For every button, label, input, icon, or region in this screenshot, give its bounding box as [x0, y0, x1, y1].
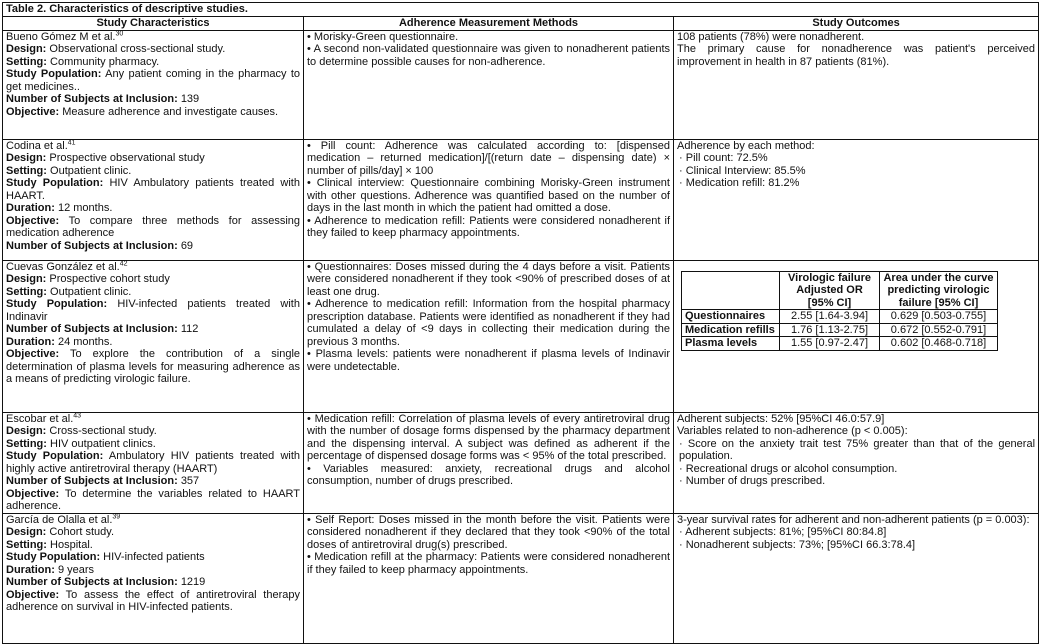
- characteristics-table: [2, 2, 1039, 644]
- study-field: [6, 576, 300, 589]
- study-field: [6, 215, 300, 240]
- outcome-item: · Number of drugs prescribed.: [677, 475, 1035, 488]
- field-value: 12 months.: [57, 202, 113, 214]
- field-label: Setting:: [6, 55, 47, 68]
- field-value: 357: [180, 475, 200, 487]
- subtable-row: [682, 323, 998, 337]
- table-row: [3, 513, 1039, 643]
- subtable-row-label: Questionnaires: [682, 310, 780, 324]
- outcome-item: · Nonadherent subjects: 73%; [95%CI 66.3:78.4]: [677, 539, 1035, 552]
- method-item: • Pill count: Adherence was calculated according to: [dispensed medication – returned medication]/[(return date – dispensing date) × number of pills/day] × 100: [307, 139, 670, 177]
- outcome-text: 108 patients (78%) were nonadherent.: [677, 30, 865, 43]
- study-field: [6, 323, 300, 336]
- reference-number: 39: [112, 512, 121, 520]
- field-value: To explore the contribution of a single determination of plasma levels for measuring adherence as a means of predicting virologic failure.: [6, 348, 300, 385]
- study-field: [6, 152, 300, 165]
- subtable-header: [682, 271, 998, 310]
- field-label: Objective:: [6, 105, 60, 118]
- study-name: [6, 514, 300, 527]
- field-value: Prospective cohort study: [49, 273, 170, 285]
- study-field: [6, 106, 300, 119]
- field-label: Number of Subjects at Inclusion:: [6, 576, 178, 588]
- study-name: [6, 261, 300, 274]
- field-value: HIV Ambulatory patients treated with HAART.: [6, 177, 300, 202]
- study-characteristics-cell: [3, 260, 304, 412]
- field-value: Outpatient clinic.: [50, 285, 132, 298]
- reference-number: 42: [119, 259, 128, 267]
- study-author: Cuevas González et al.: [6, 260, 120, 273]
- study-field: [6, 165, 300, 178]
- field-label: Design:: [6, 273, 47, 285]
- method-item: • Self Report: Doses missed in the month before the visit. Patients were considered nonadherent if they declared that they took <90% of the total doses of antiretroviral drug(s) prescribed.: [307, 513, 670, 551]
- header-outcomes: Study Outcomes: [674, 17, 1039, 31]
- study-field: [6, 539, 300, 552]
- field-value: Cross-sectional study.: [49, 425, 157, 437]
- field-label: Number of Subjects at Inclusion:: [6, 475, 178, 487]
- subtable-column-header: Area under the curve predicting virologic failure [95% CI]: [880, 271, 998, 310]
- study-field: [6, 202, 300, 215]
- outcomes-cell: [674, 260, 1039, 412]
- method-item: • Clinical interview: Questionnaire combining Morisky-Green instrument with other questions. Adherence was quantified based on the number of days in the last month in which the patient had omitted a dose.: [307, 177, 670, 214]
- methods-cell: [304, 260, 674, 412]
- field-label: Objective:: [6, 487, 60, 500]
- subtable-row-label: Plasma levels: [682, 337, 780, 351]
- field-value: To compare three methods for assessing medication adherence: [6, 214, 300, 239]
- study-field: [6, 336, 300, 349]
- outcome-text: Adherent subjects: 52% [95%CI 46.0:57.9]: [677, 412, 885, 425]
- study-characteristics-cell: [3, 139, 304, 260]
- outcome-text: Adherence by each method:: [677, 139, 815, 152]
- methods-cell: [304, 139, 674, 260]
- methods-cell: [304, 30, 674, 139]
- field-value: Prospective observational study: [49, 152, 205, 164]
- study-field: [6, 589, 300, 614]
- study-field: [6, 348, 300, 386]
- field-value: Ambulatory HIV patients treated with highly active antiretroviral therapy (HAART): [6, 450, 301, 475]
- field-label: Design:: [6, 425, 47, 437]
- table-row: [3, 139, 1039, 260]
- outcome-item: · Medication refill: 81.2%: [677, 177, 1035, 190]
- methods-cell: [304, 513, 674, 643]
- field-value: Any patient coming in the pharmacy to get medicines..: [6, 68, 301, 93]
- study-field: [6, 93, 300, 106]
- field-label: Duration:: [6, 563, 55, 576]
- study-characteristics-cell: [3, 513, 304, 643]
- method-item: • Variables measured: anxiety, recreational drugs and alcohol consumption, number of drugs prescribed.: [307, 462, 670, 487]
- field-label: Objective:: [6, 348, 60, 360]
- outcome-item: · Adherent subjects: 81%; [95%CI 80:84.8]: [677, 526, 1035, 539]
- field-value: 112: [180, 323, 199, 335]
- method-item: • Adherence to medication refill: Information from the hospital pharmacy prescription database. Patients were identified as nonadherent if they had cumulated a delay of <9 days in collecting their medication during the previous 3 months.: [307, 298, 670, 348]
- table-row: [3, 30, 1039, 139]
- table-row: [3, 260, 1039, 412]
- field-value: Observational cross-sectional study.: [49, 43, 226, 55]
- field-value: HIV-infected patients: [103, 551, 205, 563]
- outcome-item: · Score on the anxiety trait test 75% greater than that of the general population.: [677, 438, 1035, 463]
- field-value: To determine the variables related to HAART adherence.: [6, 487, 300, 512]
- study-author: Codina et al.: [6, 139, 68, 152]
- method-item: • Medication refill at the pharmacy: Patients were considered nonadherent if they failed to keep pharmacy appointments.: [307, 551, 670, 576]
- study-name: [6, 413, 300, 426]
- adjusted-or: 2.55 [1.64-3.94]: [780, 310, 880, 324]
- header-methods: Adherence Measurement Methods: [304, 17, 674, 31]
- study-field: [6, 475, 300, 488]
- table-title: Table 2. Characteristics of descriptive studies.: [3, 3, 1039, 17]
- study-characteristics-cell: [3, 412, 304, 513]
- method-item: • Plasma levels: patients were nonadherent if plasma levels of Indinavir were undetectable.: [307, 348, 670, 373]
- field-label: Design:: [6, 526, 47, 538]
- outcome-text: Variables related to non-adherence (p < 0.005):: [677, 425, 908, 437]
- field-label: Objective:: [6, 214, 60, 227]
- field-value: 24 months.: [57, 335, 113, 348]
- study-name: [6, 140, 300, 153]
- subtable-row: [682, 310, 998, 324]
- method-item: • A second non-validated questionnaire was given to nonadherent patients to determine possible causes for non-adherence.: [307, 43, 670, 68]
- field-label: Number of Subjects at Inclusion:: [6, 323, 178, 335]
- outcome-item: · Pill count: 72.5%: [677, 152, 1035, 165]
- subtable-row: [682, 337, 998, 351]
- field-value: Outpatient clinic.: [50, 164, 132, 177]
- field-label: Setting:: [6, 285, 47, 298]
- study-field: [6, 526, 300, 539]
- methods-cell: [304, 412, 674, 513]
- field-label: Setting:: [6, 437, 47, 450]
- outcome-text: The primary cause for nonadherence was patient's perceived improvement in health in 87 patients (81%).: [677, 43, 1036, 68]
- method-item: • Questionnaires: Doses missed during the 4 days before a visit. Patients were considered nonadherent if they took <90% of prescribed doses of at least one drug.: [307, 260, 670, 298]
- method-item: • Morisky-Green questionnaire.: [307, 30, 459, 43]
- field-value: Measure adherence and investigate causes.: [62, 105, 279, 118]
- reference-number: 30: [115, 29, 124, 37]
- outcomes-cell: [674, 139, 1039, 260]
- field-label: Study Population:: [6, 450, 104, 462]
- outcome-subtable: [681, 271, 998, 351]
- study-field: [6, 551, 300, 564]
- study-field: [6, 177, 300, 202]
- field-value: Cohort study.: [49, 526, 115, 538]
- field-label: Study Population:: [6, 551, 101, 563]
- field-value: Hospital.: [50, 538, 93, 551]
- field-label: Design:: [6, 43, 47, 55]
- field-value: 139: [180, 93, 200, 105]
- field-value: 69: [180, 239, 194, 252]
- study-field: [6, 286, 300, 299]
- study-field: [6, 298, 300, 323]
- study-field: [6, 240, 300, 253]
- study-field: [6, 56, 300, 69]
- header-study-characteristics: Study Characteristics: [3, 17, 304, 31]
- study-author: Bueno Gómez M et al.: [6, 30, 116, 43]
- method-item: • Medication refill: Correlation of plasma levels of every antiretroviral drug with the number of dosage forms dispensed by the pharmacy department and the dispensing interval. A subject was defined as adherent if the percentage of dispensed dosage forms was < 95% of the total prescribed.: [307, 412, 670, 462]
- outcome-item: · Clinical Interview: 85.5%: [677, 165, 1035, 178]
- field-value: To assess the effect of antiretroviral therapy adherence on survival in HIV-infected patients.: [6, 588, 300, 613]
- study-field: [6, 273, 300, 286]
- field-value: HIV-infected patients treated with Indinavir: [6, 298, 300, 323]
- study-characteristics-cell: [3, 30, 304, 139]
- field-label: Study Population:: [6, 177, 104, 189]
- study-author: García de Olalla et al.: [6, 513, 113, 526]
- field-label: Objective:: [6, 588, 60, 601]
- outcomes-cell: [674, 30, 1039, 139]
- subtable-column-header: [682, 271, 780, 310]
- field-label: Setting:: [6, 164, 47, 177]
- study-field: [6, 488, 300, 513]
- outcome-item: · Recreational drugs or alcohol consumption.: [677, 463, 1035, 476]
- field-label: Number of Subjects at Inclusion:: [6, 239, 178, 252]
- table-row: [3, 412, 1039, 513]
- field-label: Design:: [6, 152, 47, 164]
- field-value: 9 years: [57, 563, 95, 576]
- auc-value: 0.672 [0.552-0.791]: [880, 323, 998, 337]
- study-author: Escobar et al.: [6, 412, 74, 425]
- field-label: Study Population:: [6, 68, 102, 80]
- adjusted-or: 1.55 [0.97-2.47]: [780, 337, 880, 351]
- subtable-row-label: Medication refills: [682, 323, 780, 337]
- reference-number: 41: [67, 138, 76, 146]
- field-value: HIV outpatient clinics.: [50, 437, 156, 450]
- auc-value: 0.602 [0.468-0.718]: [880, 337, 998, 351]
- study-field: [6, 43, 300, 56]
- study-field: [6, 425, 300, 438]
- field-label: Duration:: [6, 335, 55, 348]
- study-field: [6, 450, 300, 475]
- auc-value: 0.629 [0.503-0.755]: [880, 310, 998, 324]
- outcomes-cell: [674, 513, 1039, 643]
- field-label: Number of Subjects at Inclusion:: [6, 93, 178, 105]
- subtable-column-header: Virologic failure Adjusted OR [95% CI]: [780, 271, 880, 310]
- field-label: Setting:: [6, 538, 47, 551]
- study-field: [6, 564, 300, 577]
- field-label: Study Population:: [6, 298, 108, 310]
- outcome-text: 3-year survival rates for adherent and non-adherent patients (p = 0.003):: [677, 513, 1030, 526]
- field-value: Community pharmacy.: [50, 55, 160, 68]
- reference-number: 43: [73, 411, 82, 419]
- field-value: 1219: [180, 576, 206, 588]
- method-item: • Adherence to medication refill: Patients were considered nonadherent if they failed to keep pharmacy appointments.: [307, 214, 670, 239]
- field-label: Duration:: [6, 202, 55, 214]
- study-field: [6, 68, 300, 93]
- study-name: [6, 31, 300, 44]
- outcomes-cell: [674, 412, 1039, 513]
- study-field: [6, 438, 300, 451]
- adjusted-or: 1.76 [1.13-2.75]: [780, 323, 880, 337]
